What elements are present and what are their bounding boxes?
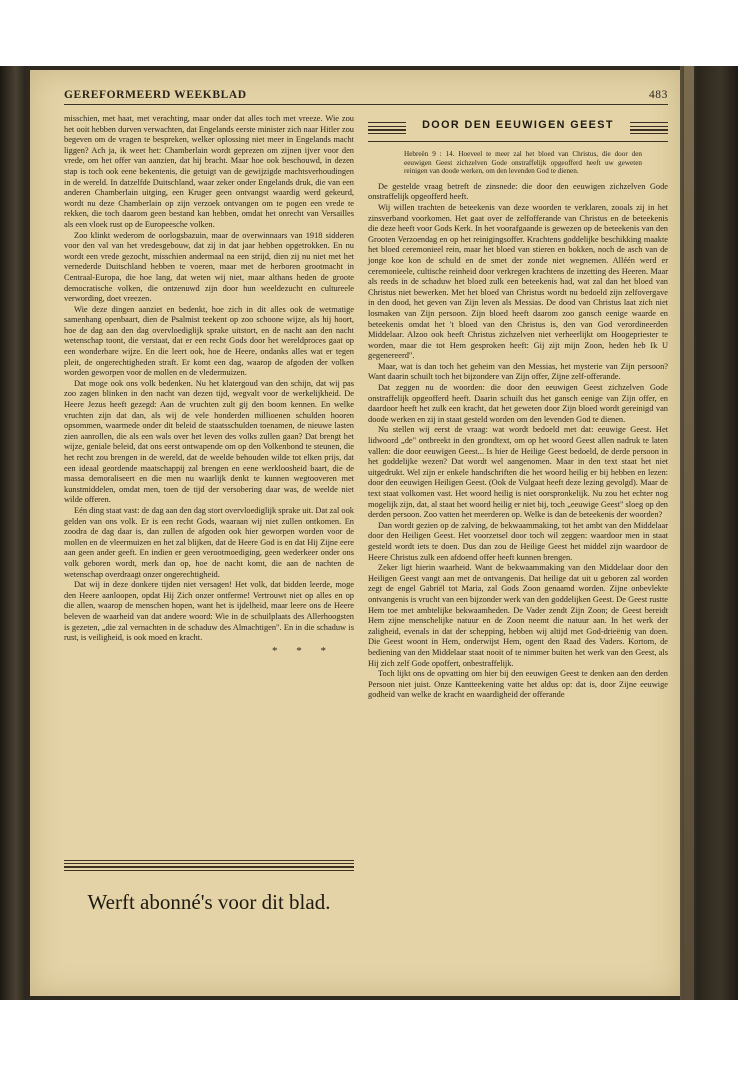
page-edges [680, 66, 738, 1000]
paragraph: Eén ding staat vast: de dag aan den dag stort overvloediglijk sprake uit. Dat zal ook gelden van ons volk. Er is een recht Gods, waaraan wij niet zullen ontkomen. En zoodra de dag daar is, dan zullen de afgoden ook hier geworpen worden voor de mollen en de vleermuizen en het zal blijken, dat de Heere God is en dat Hij Zijne eere aan geen ander geeft. En indien er geen verootmoediging, geen wederkeer onder ons volk geboren wordt, merk dan op, hoe de nacht komt, die aan de nachten de wetenschap overdraagt onzer ongerechtigheid. [64, 505, 354, 579]
paragraph: Dat moge ook ons volk bedenken. Nu het klatergoud van den schijn, dat wij pas zoo zagen blinken in den nacht van dezen tijd, wegvalt voor de werkelijkheid. De Heere Jezus heeft gezegd: Aan de vruchten zult gij den boom kennen. En welke vruchten zijn dat dan, als wij de vele honderden millioenen schulden hooren opsommen, waarmede onder dit beleid de staatsschulden toenamen, de nieuwe lasten zien aanrollen, die als een wals over het leven des volks zullen gaan? Dat brengt het wijze, geniale beleid, dat ons eerst ontwapende om op den Volkenbond te steunen, die het recht zou brengen in de wereld, dat de weelde behouden wilde tot elken prijs, dat een ideaal geordende maatschappij zal brengen en eene werkloosheid baart, die de massa demoraliseert en die men nu waarlijk denkt te kunnen wegtooveren met kunstmiddelen, omdat men, toen de tijd der versobering daar was, de weelde niet wilde offeren. [64, 378, 354, 505]
paragraph: Zoo klinkt wederom de oorlogsbazuin, maar de overwinnaars van 1918 sidderen voor den val van het vredesgebouw, dat zij in dat jaar hebben opgetrokken. En nu wordt een vrede gezocht, misschien andermaal na een strijd, dien zij nu niet met het vernederde Duitschland hebben te voeren, maar met de herboren grootmacht in Centraal-Europa, die hoe lang, dat weten wij niet, maar althans heden de groote democratische volken, die ontzenuwd zijn door hun weeldezucht en cultureele verwording, doet vreezen. [64, 230, 354, 304]
heading-rules-left [368, 122, 406, 137]
advert-rules [64, 860, 354, 873]
book-scan [0, 66, 738, 1000]
section-stars: * * * [272, 644, 334, 657]
paragraph: Zeker ligt hierin waarheid. Want de bekwaammaking van den Middelaar door den Heiligen Geest vangt aan met de ontvangenis. Dat heilige dat uit u geboren zal worden zegt de engel Gabriël tot Maria, zal Gods Zoon genaamd worden. Zijne onbevlekte ontvangenis is vrucht van een bijzonder werk van den goddelijken Geest. De Geest rustte Hem toe met ambtelijke bekwaamheden. De Vader zendt Zijn Zoon; de Geest bereidt Hem zijne menschelijke natuur en de Zoon neemt die natuur aan. In het werk der zaligheid, evenals in dat der schepping, hebben wij altijd met God-drieënig van doen. Die Geest woont in Hem, onderwijst Hem, ogent den Raad des Vaders. Kortom, de bediening van den Middelaar staat nooit of te nimmer buiten het werk van den Geest, als Hij zich zelf Gode opoffert, onbestraffelijk. [368, 563, 668, 668]
right-column [368, 114, 668, 701]
paragraph: Dat zeggen nu de woorden: die door den eeuwigen Geest zichzelven Gode onstraffelijk opgeofferd heeft. Daarin schuilt dus het gansch eenige van Zijn offer, en daardoor heeft het zulk een kracht, dat het geweten door Zijn bloed wordt gereinigd van doode werken en zij in staat gesteld worden om den levenden God te dienen. [368, 383, 668, 424]
advert-text: Werft abonné's voor dit blad. [87, 890, 331, 914]
paragraph: misschien, met haat, met verachting, maar onder dat alles toch met vreeze. Wie zou het ooit hebben durven verwachten, dat Engelands eerste minister zich naar Hitler zou begeven om de vragen te bespreken, welker oplossing niet meer in Engelands macht liggen? Ach ja, ik weet het: Chamberlain wordt geprezen om zijnen ijver voor den vrede, om het offer van aanzien, dat hij bracht. Maar hoe ook beschouwd, in dezen stap is toch ook eene bekentenis, die getuigt van de gewijzigde machtsverhoudingen in de wereld. In datzelfde Duitschland, waar zeker onder Engelands druk, die van een anderen Chamberlain uitging, een Kruger geen ontvangst waardig werd gekeurd, wordt nu deze Chamberlain op zijn verzoek ontvangen om te pogen een vrede te rekken, die toch daarom geen bestand kan hebben, omdat het onrecht van Versailles als een vloek rust op de Europeesche volken. [64, 114, 354, 229]
publication-title: GEREFORMEERD WEEKBLAD [64, 89, 247, 101]
book-spine [0, 66, 26, 1000]
paragraph: Maar, wat is dan toch het geheim van den Messias, het mysterie van Zijn persoon? Want daarin schuilt toch het bijzondere van Zijn offer, Zijne zelf-offerande. [368, 361, 668, 382]
heading-rules-right [630, 122, 668, 137]
paragraph: Toch lijkt ons de opvatting om hier bij den eeuwigen Geest te denken aan den derden Persoon niet juist. Onze Kantteekening vatte het aldus op: dat is, door Zijne eeuwige godheid van welke de kracht en waardigheid der offerande [368, 669, 668, 700]
article-title: DOOR DEN EEUWIGEN GEEST [422, 119, 614, 131]
page-edge-strip [684, 66, 694, 1000]
paragraph: Dan wordt gezien op de zalving, de bekwaammaking, tot het ambt van den Middelaar door den Heiligen Geest. Het voorzetsel door toch wil zeggen: waardoor men in staat gesteld wordt iets te doen. Dus dan zou de Heilige Geest het middel zijn waardoor de Heere Christus zulk een afdoend offer heeft kunnen brengen. [368, 520, 668, 562]
scripture-epigraph: Hebreën 9 : 14. Hoeveel te meer zal het bloed van Christus, die door den eeuwigen Geest zichzelven Gode onstraffelijk opgeofferd heeft uw geweten reinigen van doode werken, om den levenden God te dienen. [404, 150, 642, 176]
paragraph: Wij willen trachten de beteekenis van deze woorden te verklaren, zooals zij in het zinsverband voorkomen. Het gaat over de zelfofferande van Christus en de beteekenis die deze heeft voor Gods Kerk. In het voorafgaande is gewezen op de beteekenis van den Grooten Verzoendag en op het reinigingsoffer. Krachtens goddelijke beschikking maakte het bloed ceremonieel rein, maar het bloed van stieren en bokken, noch de asch van de jonge koe kon de schuld en de smet der zonde niet wegnemen. Alléén werd er ceremonieele, cultische reinheid door verkregen krachtens de inzetting des Heeren. Maar als reeds in de schaduw het bloed zulk een beteekenis had, wat zal dan het bloed van Christus niet bewerken. Met het bloed van Christus wordt nu bedoeld zijn zelfovergave in den dood, het geven van Zijn leven als Messias. De dood van Christus laat zich niet losmaken van Zijn persoon. Zijn bloed heeft daarom zoo gansch eenige waarde en beteekenis omdat het 't bloed van den Christus is, den van God verordineerden Middelaar. Alzoo ook heeft Christus zichzelven niet verheerlijkt om Hoogepriester te worden, maar die tot Hem gesproken heeft: Gij zijt mijn Zoon, heden heb Ik U gegenereerd". [368, 202, 668, 361]
page-header [64, 88, 668, 105]
magazine-page [30, 70, 680, 996]
left-column [64, 114, 354, 656]
paragraph: De gestelde vraag betreft de zinsnede: die door den eeuwigen zichzelven Gode onstraffelijk opgeofferd heeft. [368, 181, 668, 202]
subscription-advert [64, 860, 354, 940]
article-heading [368, 114, 668, 144]
page-number: 483 [648, 89, 668, 101]
paragraph: Wie deze dingen aanziet en bedenkt, hoe zich in dit alles ook de wetmatige samenhang openbaart, dien de Psalmist teekent op zoo schoone wijze, als hij hoort, hoe de dag aan den dag overvloediglijk sprake uitstort, en de nacht aan den nacht wetenschap toont, die verstaat, dat er een recht Gods door het wereldproces gaat op een wonderbare wijze. En die leert ook, hoe de Heere, ondanks alles wat er tegen pleit, de ongerechtigheden straft. Er komt een dag, waarop de afgoden der volken worden geworpen voor de mollen en de vledermuizen. [64, 304, 354, 378]
paragraph: Dat wij in deze donkere tijden niet versagen! Het volk, dat bidden leerde, moge den Heere aanloopen, opdat Hij Zich onzer ontferme! Vertrouwt niet op alles en op die allen, waarop de menschen hopen, want het is ijdelheid, maar leere ons de Heere beleven de waarheid van dat andere woord: Wie in de schuilplaats des Allerhoogsten is gezeten, „die zal vernachten in de schaduw des Almachtigen". En in die schaduw is rust, is veiligheid, is ook moed en kracht. [64, 580, 354, 643]
paragraph: Nu stellen wij eerst de vraag: wat wordt bedoeld met dat: eeuwige Geest. Het lidwoord „de" ontbreekt in den grondtext, om op het woord Geest allen nadruk te laten vallen: die door eeuwigen Geest... Is hier de Heilige Geest bedoeld, de derde persoon in het goddelijke wezen? Dat wordt wel aangenomen. Maar in den text staat het niet uitgedrukt. Wel zijn er enkele handschriften die het woord heilig er bij hebben en lezen: door den eeuwigen Heiligen Geest. (Ook de Vulgaat heeft deze lezing gevolgd). Maar de text staat volkomen vast. Het woord heilig is niet oorspronkelijk. Nu zou het echter nog mogelijk zijn, dat, al staat het woord heilig er niet bij, toch „eeuwige Geest" sloeg op den derden persoon. Zoo vatten het meerderen op. Welke is dan de beteekenis der woorden? [368, 425, 668, 520]
heading-underline [368, 141, 668, 142]
